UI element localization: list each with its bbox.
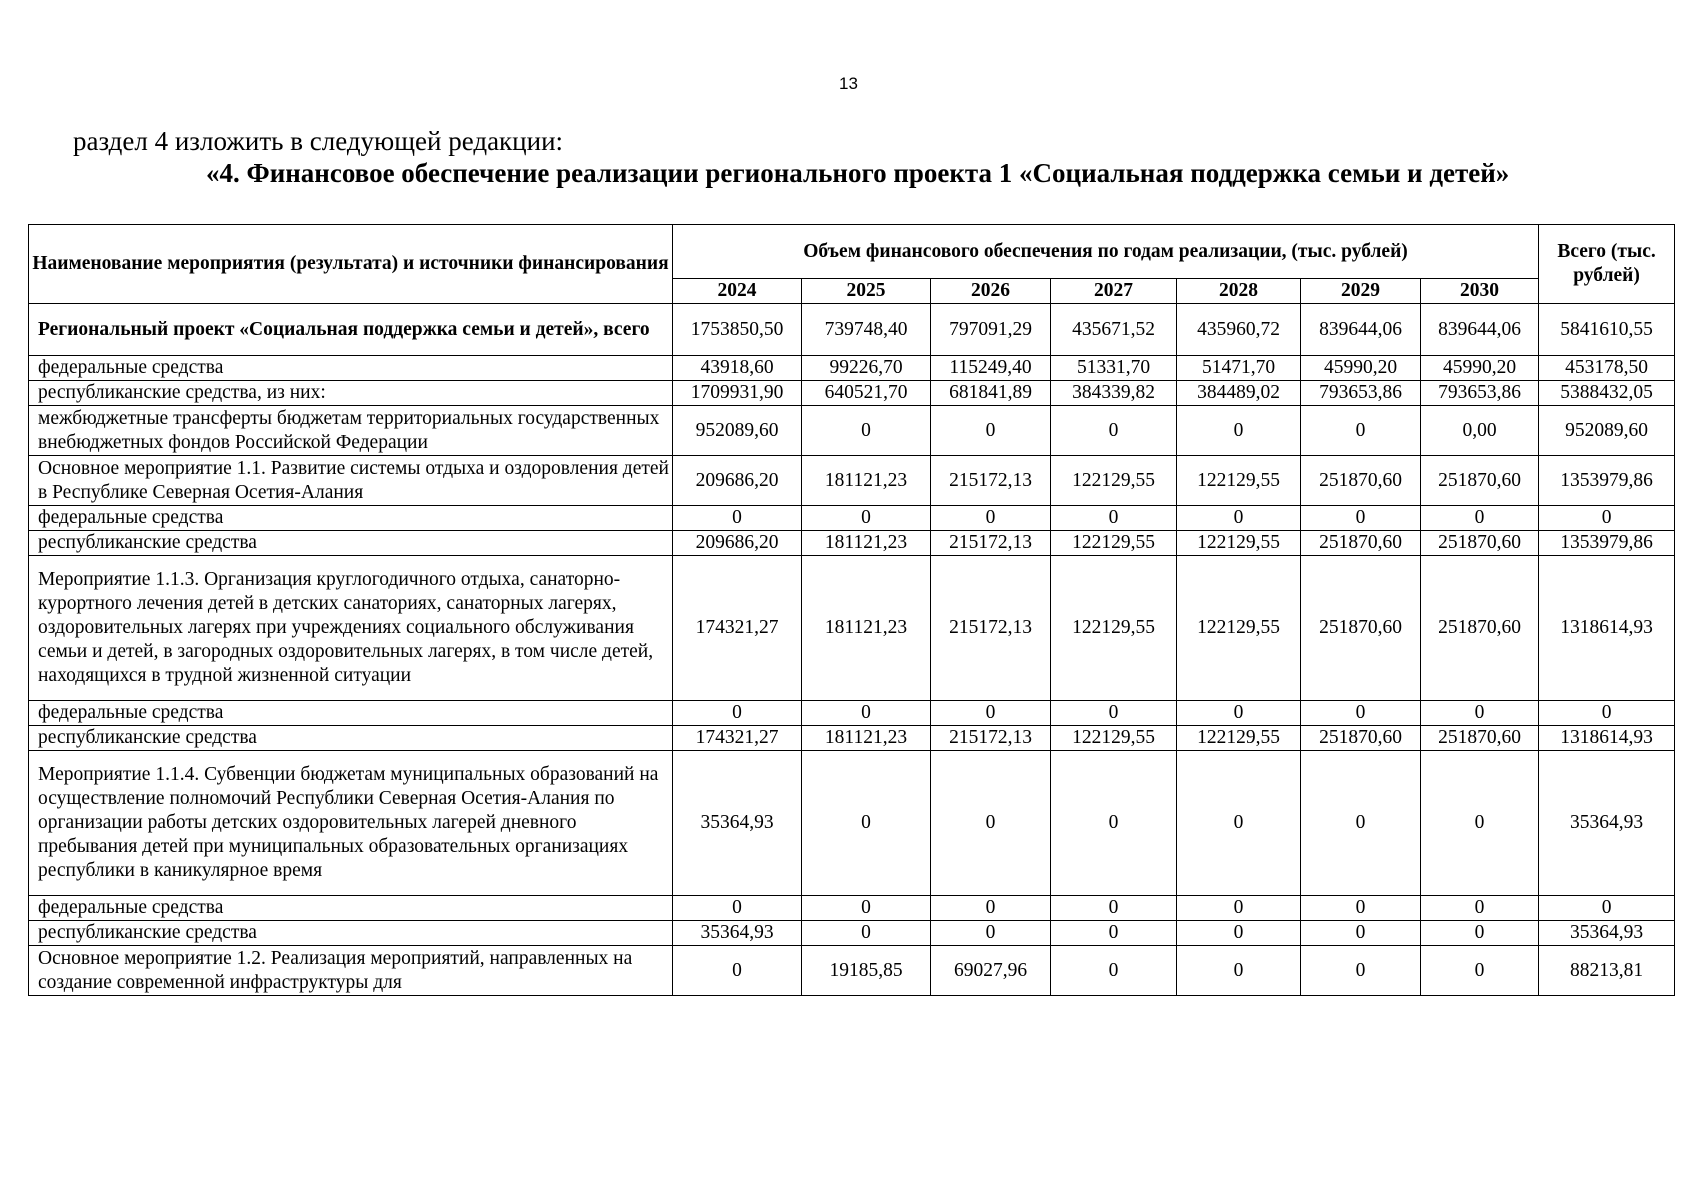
cell-year-2024: 35364,93 [673, 921, 802, 946]
cell-total: 1353979,86 [1539, 531, 1675, 556]
header-year: 2029 [1301, 279, 1421, 304]
table-row [29, 921, 1675, 946]
cell-year-2025: 181121,23 [802, 531, 931, 556]
cell-year-2030: 0 [1421, 946, 1539, 996]
cell-year-2028: 0 [1177, 921, 1301, 946]
table-row [29, 456, 1675, 506]
row-name: республиканские средства [29, 531, 673, 556]
cell-year-2024: 0 [673, 946, 802, 996]
header-year: 2030 [1421, 279, 1539, 304]
cell-year-2026: 0 [931, 406, 1051, 456]
row-name: республиканские средства [29, 726, 673, 751]
cell-year-2025: 0 [802, 506, 931, 531]
row-name: Основное мероприятие 1.1. Развитие системы отдыха и оздоровления детей в Республике Северная Осетия-Алания [29, 456, 673, 506]
cell-year-2029: 0 [1301, 701, 1421, 726]
table-row [29, 531, 1675, 556]
cell-year-2028: 0 [1177, 751, 1301, 896]
cell-year-2027: 384339,82 [1051, 381, 1177, 406]
cell-year-2025: 739748,40 [802, 304, 931, 356]
cell-year-2024: 952089,60 [673, 406, 802, 456]
cell-year-2025: 0 [802, 921, 931, 946]
cell-year-2028: 0 [1177, 701, 1301, 726]
table-row [29, 506, 1675, 531]
cell-year-2025: 640521,70 [802, 381, 931, 406]
cell-year-2026: 0 [931, 921, 1051, 946]
cell-year-2030: 0 [1421, 701, 1539, 726]
cell-year-2026: 69027,96 [931, 946, 1051, 996]
header-year: 2026 [931, 279, 1051, 304]
cell-year-2025: 19185,85 [802, 946, 931, 996]
cell-year-2030: 251870,60 [1421, 531, 1539, 556]
cell-year-2024: 174321,27 [673, 556, 802, 701]
cell-year-2029: 839644,06 [1301, 304, 1421, 356]
header-name: Наименование мероприятия (результата) и источники финансирования [29, 225, 673, 304]
cell-year-2029: 0 [1301, 506, 1421, 531]
cell-year-2027: 0 [1051, 921, 1177, 946]
cell-year-2029: 0 [1301, 896, 1421, 921]
row-name: республиканские средства [29, 921, 673, 946]
cell-year-2029: 0 [1301, 751, 1421, 896]
cell-year-2028: 0 [1177, 946, 1301, 996]
row-name: Основное мероприятие 1.2. Реализация мероприятий, направленных на создание современной инфраструктуры для [29, 946, 673, 996]
cell-year-2026: 797091,29 [931, 304, 1051, 356]
cell-year-2030: 793653,86 [1421, 381, 1539, 406]
cell-year-2028: 0 [1177, 896, 1301, 921]
cell-year-2026: 0 [931, 701, 1051, 726]
cell-total: 88213,81 [1539, 946, 1675, 996]
section-heading: «4. Финансовое обеспечение реализации регионального проекта 1 «Социальная поддержка семьи и детей» [206, 158, 1510, 188]
row-name: Региональный проект «Социальная поддержка семьи и детей», всего [29, 304, 673, 356]
header-year: 2025 [802, 279, 931, 304]
cell-year-2024: 209686,20 [673, 531, 802, 556]
cell-year-2029: 0 [1301, 406, 1421, 456]
cell-year-2027: 122129,55 [1051, 456, 1177, 506]
cell-year-2027: 51331,70 [1051, 356, 1177, 381]
cell-total: 0 [1539, 506, 1675, 531]
cell-year-2028: 122129,55 [1177, 556, 1301, 701]
cell-year-2030: 839644,06 [1421, 304, 1539, 356]
cell-year-2024: 35364,93 [673, 751, 802, 896]
cell-year-2026: 215172,13 [931, 531, 1051, 556]
row-name: федеральные средства [29, 701, 673, 726]
cell-year-2030: 251870,60 [1421, 726, 1539, 751]
cell-year-2025: 181121,23 [802, 556, 931, 701]
cell-year-2024: 1709931,90 [673, 381, 802, 406]
cell-year-2024: 0 [673, 506, 802, 531]
cell-total: 35364,93 [1539, 921, 1675, 946]
cell-year-2027: 0 [1051, 751, 1177, 896]
header-year: 2024 [673, 279, 802, 304]
row-name: федеральные средства [29, 896, 673, 921]
cell-total: 0 [1539, 896, 1675, 921]
cell-year-2027: 0 [1051, 946, 1177, 996]
cell-year-2026: 115249,40 [931, 356, 1051, 381]
intro-text: раздел 4 изложить в следующей редакции: [73, 126, 564, 156]
cell-year-2024: 209686,20 [673, 456, 802, 506]
cell-year-2028: 435960,72 [1177, 304, 1301, 356]
row-name: Мероприятие 1.1.3. Организация круглогодичного отдыха, санаторно-курортного лечения детей в детских санаториях, санаторных лагерях, оздоровительных лагерях при учреждениях социального обслуживания семьи и детей, в загородных оздоровительных лагерях, в том числе детей, находящихся в трудной жизненной ситуации [29, 556, 673, 701]
cell-total: 5388432,05 [1539, 381, 1675, 406]
cell-year-2024: 1753850,50 [673, 304, 802, 356]
cell-year-2025: 181121,23 [802, 456, 931, 506]
cell-year-2028: 0 [1177, 406, 1301, 456]
cell-year-2024: 0 [673, 896, 802, 921]
cell-year-2028: 51471,70 [1177, 356, 1301, 381]
row-name: Мероприятие 1.1.4. Субвенции бюджетам муниципальных образований на осуществление полномочий Республики Северная Осетия-Алания по организации работы детских оздоровительных лагерей дневного пребывания детей при муниципальных образовательных организациях республики в каникулярное время [29, 751, 673, 896]
row-name: федеральные средства [29, 356, 673, 381]
cell-year-2030: 251870,60 [1421, 556, 1539, 701]
cell-year-2029: 0 [1301, 921, 1421, 946]
cell-year-2029: 45990,20 [1301, 356, 1421, 381]
cell-year-2026: 215172,13 [931, 556, 1051, 701]
cell-total: 1353979,86 [1539, 456, 1675, 506]
row-name: федеральные средства [29, 506, 673, 531]
table-row [29, 406, 1675, 456]
cell-year-2030: 0 [1421, 506, 1539, 531]
cell-year-2026: 0 [931, 751, 1051, 896]
header-year: 2028 [1177, 279, 1301, 304]
cell-total: 952089,60 [1539, 406, 1675, 456]
cell-year-2026: 215172,13 [931, 726, 1051, 751]
cell-total: 1318614,93 [1539, 556, 1675, 701]
cell-year-2028: 122129,55 [1177, 531, 1301, 556]
cell-year-2027: 122129,55 [1051, 726, 1177, 751]
table-row [29, 556, 1675, 701]
cell-year-2026: 215172,13 [931, 456, 1051, 506]
table-row [29, 381, 1675, 406]
cell-year-2028: 122129,55 [1177, 726, 1301, 751]
cell-year-2024: 0 [673, 701, 802, 726]
cell-year-2028: 0 [1177, 506, 1301, 531]
cell-year-2025: 0 [802, 896, 931, 921]
cell-year-2025: 99226,70 [802, 356, 931, 381]
cell-year-2026: 0 [931, 506, 1051, 531]
header-year: 2027 [1051, 279, 1177, 304]
header-volume: Объем финансового обеспечения по годам реализации, (тыс. рублей) [673, 225, 1539, 279]
cell-year-2028: 384489,02 [1177, 381, 1301, 406]
cell-total: 0 [1539, 701, 1675, 726]
cell-year-2024: 43918,60 [673, 356, 802, 381]
table-row [29, 726, 1675, 751]
cell-year-2030: 0 [1421, 921, 1539, 946]
cell-year-2029: 0 [1301, 946, 1421, 996]
table-body [29, 304, 1675, 996]
cell-year-2029: 251870,60 [1301, 726, 1421, 751]
table-row [29, 751, 1675, 896]
cell-year-2025: 181121,23 [802, 726, 931, 751]
cell-year-2025: 0 [802, 701, 931, 726]
cell-year-2027: 0 [1051, 896, 1177, 921]
cell-year-2029: 793653,86 [1301, 381, 1421, 406]
cell-total: 35364,93 [1539, 751, 1675, 896]
cell-total: 5841610,55 [1539, 304, 1675, 356]
cell-year-2028: 122129,55 [1177, 456, 1301, 506]
page-number: 13 [839, 74, 858, 93]
cell-year-2027: 122129,55 [1051, 556, 1177, 701]
cell-year-2027: 0 [1051, 701, 1177, 726]
cell-year-2030: 251870,60 [1421, 456, 1539, 506]
table-row [29, 896, 1675, 921]
cell-year-2029: 251870,60 [1301, 531, 1421, 556]
cell-total: 453178,50 [1539, 356, 1675, 381]
cell-year-2027: 435671,52 [1051, 304, 1177, 356]
cell-year-2027: 122129,55 [1051, 531, 1177, 556]
row-name: межбюджетные трансферты бюджетам территориальных государственных внебюджетных фондов Российской Федерации [29, 406, 673, 456]
cell-year-2027: 0 [1051, 506, 1177, 531]
cell-total: 1318614,93 [1539, 726, 1675, 751]
table-row [29, 304, 1675, 356]
cell-year-2030: 0 [1421, 751, 1539, 896]
table-row [29, 356, 1675, 381]
cell-year-2029: 251870,60 [1301, 556, 1421, 701]
cell-year-2026: 681841,89 [931, 381, 1051, 406]
table-row [29, 701, 1675, 726]
cell-year-2024: 174321,27 [673, 726, 802, 751]
financing-table [28, 224, 1675, 996]
cell-year-2026: 0 [931, 896, 1051, 921]
cell-year-2025: 0 [802, 406, 931, 456]
cell-year-2030: 0,00 [1421, 406, 1539, 456]
cell-year-2025: 0 [802, 751, 931, 896]
table-row [29, 946, 1675, 996]
header-total: Всего (тыс. рублей) [1539, 225, 1675, 304]
cell-year-2029: 251870,60 [1301, 456, 1421, 506]
cell-year-2030: 0 [1421, 896, 1539, 921]
row-name: республиканские средства, из них: [29, 381, 673, 406]
cell-year-2030: 45990,20 [1421, 356, 1539, 381]
cell-year-2027: 0 [1051, 406, 1177, 456]
